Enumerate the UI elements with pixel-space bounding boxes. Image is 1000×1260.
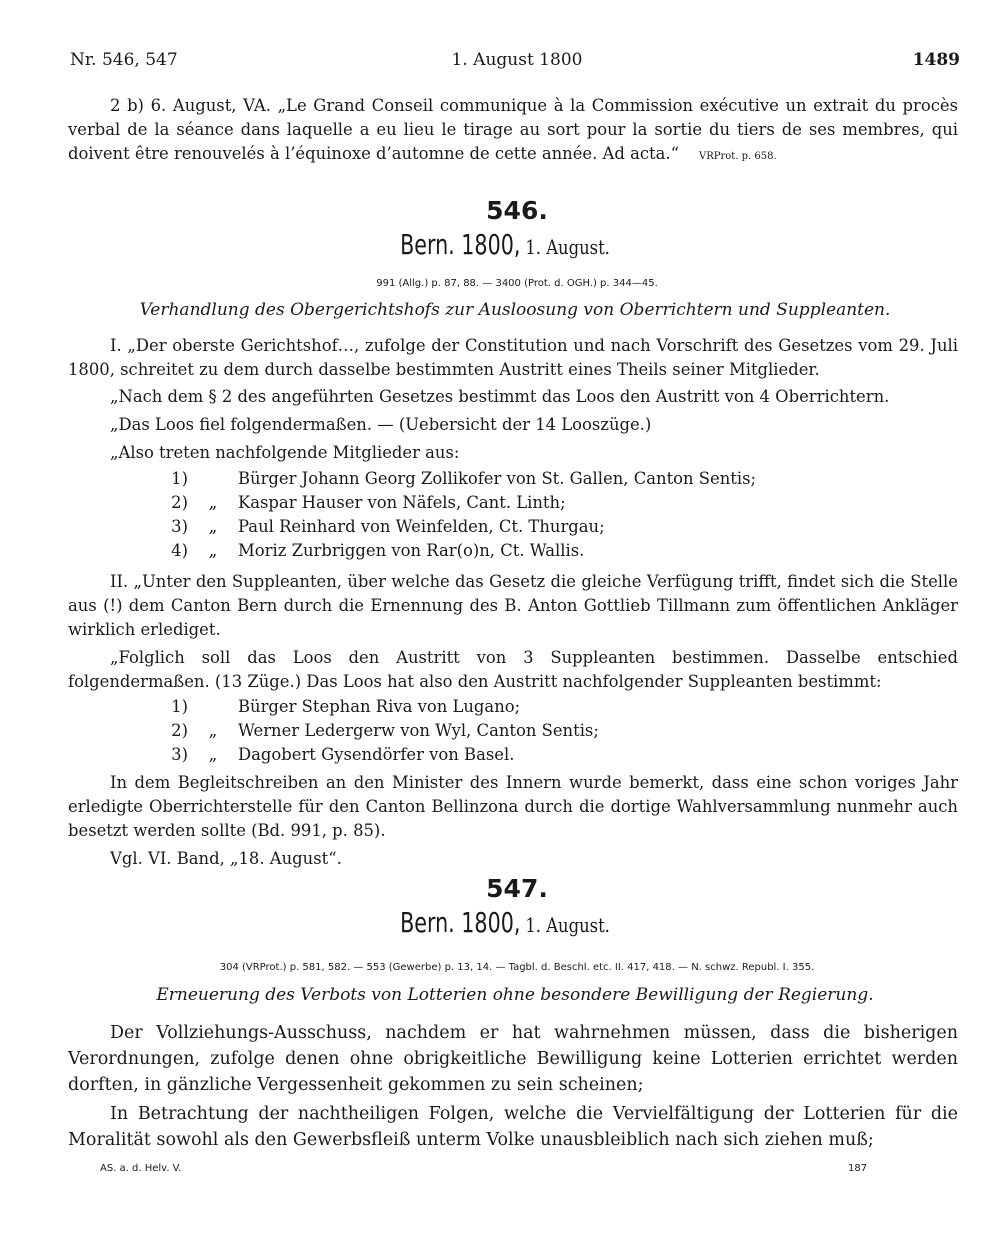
intro-paragraph <box>68 94 958 169</box>
paragraph-546-5: II. „Unter den Suppleanten, über welche das Gesetz die gleiche Verfügung trifft, findet sich die Stelle aus (!) dem Canton Bern durch die Ernennung des B. Anton Gottlieb Tillmann zum öffentlichen Ankläger wirklich erlediget. <box>68 572 958 639</box>
paragraph-546-8: Vgl. VI. Band, „18. August“. <box>110 849 342 868</box>
paragraph-546-1: I. „Der oberste Gerichtshof…, zufolge der Constitution und nach Vorschrift des Gesetzes vom 29. Juli 1800, schreitet zu dem durch dasselbe bestimmten Austritt eines Theils seiner Mitglieder. <box>68 336 958 379</box>
archive-references-547: 304 (VRProt.) p. 581, 582. — 553 (Gewerbe) p. 13, 14. — Tagbl. d. Beschl. etc. II. 417, 418. — N. schwz. Republ. I. 355. <box>219 962 815 973</box>
title-place-year: Bern. 1800, <box>400 228 521 261</box>
paragraph-547-1: Der Vollziehungs-Ausschuss, nachdem er hat wahrnehmen müssen, dass die bisherigen Verordnungen, zufolge denen ohne obrigkeitliche Bewilligung keine Lotterien errichtet werden dorften, in gänzliche Vergessenheit gekommen zu sein scheinen; <box>68 1023 958 1095</box>
paragraph-546-3: „Das Loos fiel folgendermaßen. — (Uebersicht der 14 Looszüge.) <box>110 415 652 434</box>
list-item: 4) „ Moriz Zurbriggen von Rar(o)n, Ct. Wallis. <box>171 541 585 560</box>
list-item: 1) Bürger Stephan Riva von Lugano; <box>171 697 521 716</box>
document-subtitle-546: Verhandlung des Obergerichtshofs zur Ausloosung von Oberrichtern und Suppleanten. <box>139 300 891 320</box>
document-subtitle-547: Erneuerung des Verbots von Lotterien ohne besondere Bewilligung der Regierung. <box>156 985 874 1005</box>
member-list <box>150 467 756 563</box>
document-number-546: 546. <box>486 196 548 225</box>
title-date: 1. August. <box>525 913 610 937</box>
footer-sheet-number: 187 <box>848 1163 868 1174</box>
footer-series: AS. a. d. Helv. V. <box>100 1163 182 1174</box>
document-title-547 <box>91 906 919 939</box>
list-item: 3) „ Paul Reinhard von Weinfelden, Ct. Thurgau; <box>171 517 605 536</box>
paragraph-546-7: In dem Begleitschreiben an den Minister des Innern wurde bemerkt, dass eine schon voriges Jahr erledigte Oberrichterstelle für den Canton Bellinzona durch die dortige Wahlversammlung nunmehr auch besetzt werden sollte (Bd. 991, p. 85). <box>68 773 958 840</box>
list-item: 3) „ Dagobert Gysendörfer von Basel. <box>171 745 515 764</box>
header-date: 1. August 1800 <box>451 50 583 70</box>
list-item: 2) „ Kaspar Hauser von Näfels, Cant. Linth; <box>171 493 566 512</box>
document-number-547: 547. <box>486 874 548 903</box>
title-date: 1. August. <box>525 235 610 259</box>
title-place-year: Bern. 1800, <box>400 906 521 939</box>
paragraph-546-2: „Nach dem § 2 des angeführten Gesetzes bestimmt das Loos den Austritt von 4 Oberrichtern. <box>110 387 890 406</box>
paragraph-547-2: In Betrachtung der nachtheiligen Folgen, welche die Vervielfältigung der Lotterien für die Moralität sowohl als den Gewerbsfleiß unterm Volke unausbleiblich nach sich ziehen muß; <box>68 1104 958 1150</box>
header-document-numbers: Nr. 546, 547 <box>70 50 178 70</box>
archive-references-546: 991 (Allg.) p. 87, 88. — 3400 (Prot. d. OGH.) p. 344—45. <box>376 278 658 289</box>
intro-source: VRProt. p. 658. <box>699 151 777 162</box>
suppleant-list <box>150 695 599 767</box>
document-title-546 <box>91 228 919 261</box>
paragraph-546-6: „Folglich soll das Loos den Austritt von 3 Suppleanten bestimmen. Dasselbe entschied folgendermaßen. (13 Züge.) Das Loos hat also den Austritt nachfolgender Suppleanten bestimmt: <box>68 648 958 691</box>
intro-text: 2 b) 6. August, VA. „Le Grand Conseil communique à la Commission exécutive un extrait du procès verbal de la séance dans laquelle a eu lieu le tirage au sort pour la sortie du tiers de ses membres, qui doivent être renouvelés à l’équinoxe d’automne de cette année. Ad acta.“ <box>68 96 958 163</box>
paragraph-546-4: „Also treten nachfolgende Mitglieder aus: <box>110 443 460 462</box>
header-page-number: 1489 <box>912 50 960 70</box>
list-item: 1) Bürger Johann Georg Zollikofer von St. Gallen, Canton Sentis; <box>171 469 757 488</box>
list-item: 2) „ Werner Ledergerw von Wyl, Canton Sentis; <box>171 721 599 740</box>
